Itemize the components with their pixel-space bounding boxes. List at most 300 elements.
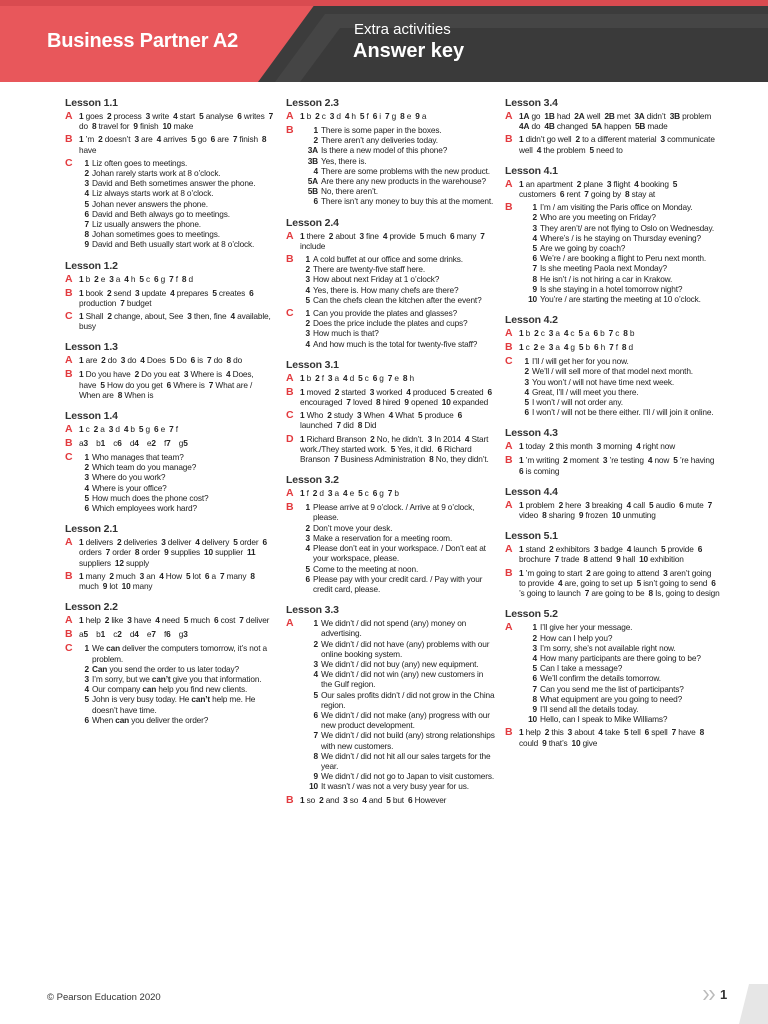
answer-text: aren’t going to provide (519, 567, 712, 588)
answer-text: are (138, 134, 153, 145)
answer-number: 10 (441, 397, 451, 408)
answer-text: an (144, 570, 156, 581)
exercise (65, 369, 275, 400)
lesson-block (505, 314, 720, 417)
answer-number: 3 (109, 273, 114, 284)
answer-row (519, 294, 720, 304)
answer-number: 6 (372, 111, 378, 121)
answer-number: 7 (387, 372, 393, 383)
answer-number: 3 (369, 386, 375, 397)
answer-number: 7 (336, 420, 341, 431)
answer-number: 10 (611, 510, 621, 521)
exercise (65, 274, 275, 285)
answer-item (373, 373, 384, 383)
answer-item (597, 441, 633, 451)
answer-number: 4 (156, 134, 162, 145)
answer-text: much (424, 230, 446, 241)
exercise-letter: B (505, 133, 513, 146)
answer-row (519, 714, 720, 724)
answer-item (635, 121, 668, 131)
answer-item (169, 274, 178, 284)
page-header (0, 0, 768, 82)
exercise-letter: B (505, 201, 513, 214)
answer-text: No, they didn’t. (433, 454, 489, 465)
exercise (505, 134, 720, 154)
exercise-answers (519, 111, 720, 131)
answer-number: 3 (135, 287, 140, 298)
answer-text: attend (587, 554, 613, 565)
answer-text: had (554, 111, 571, 121)
answer-row (300, 543, 496, 563)
answer-number: 2 (586, 567, 591, 578)
answer-text: There is some paper in the boxes. (321, 125, 442, 135)
answer-number: 1 (300, 488, 305, 499)
answer-number: 6 (84, 714, 89, 725)
exercise-answers (519, 455, 720, 475)
answer-number: 4 (305, 338, 310, 349)
answer-number: 1 (313, 618, 318, 629)
answer-text: 4 (134, 629, 139, 640)
answer-item (560, 189, 580, 199)
answer-number: 4 (598, 727, 603, 738)
answer-text: You’re / are starting the meeting at 10 o’clock. (540, 294, 701, 305)
answer-item (450, 387, 483, 397)
answer-text: Can the chefs clean the kitchen after the event? (313, 294, 482, 305)
answer-number: 3 (567, 727, 573, 738)
answer-text: doesn’t (102, 134, 131, 145)
answer-text: Who (304, 410, 324, 421)
answer-number: 2 (315, 372, 320, 383)
answer-number: 4 (195, 537, 200, 548)
answer-item (360, 111, 369, 121)
answer-number: e (146, 438, 152, 449)
answer-text: do (529, 121, 541, 132)
answer-number: 3B (307, 155, 318, 166)
answer-row (519, 704, 720, 714)
answer-text: deliveries (121, 537, 158, 548)
answer-number: 5 (84, 492, 89, 503)
answer-row (300, 639, 496, 659)
answer-text: 3 (83, 438, 88, 449)
answer-number: 3 (313, 658, 318, 669)
answer-text: trade (559, 554, 580, 565)
answer-text: so (304, 794, 316, 805)
lesson-title: Lesson 4.1 (505, 164, 558, 177)
answer-number: 6 (214, 615, 219, 626)
answer-number: 2 (107, 311, 112, 322)
answer-item (555, 554, 580, 564)
answer-text: problem (680, 111, 712, 121)
answer-number: 5 (673, 455, 678, 466)
answer-text: ’m going to start (523, 567, 583, 578)
answer-text: 5 (183, 438, 188, 449)
exercise-answers (519, 356, 720, 417)
exercise-letter: A (65, 354, 73, 367)
answer-text: 6 (117, 438, 122, 449)
exercise-letter: A (286, 487, 294, 500)
lesson-block (505, 427, 720, 475)
answer-text: right now (640, 441, 676, 452)
answer-text: start (177, 111, 196, 121)
answer-item (130, 629, 139, 639)
answer-number: 7 (707, 499, 713, 510)
answer-item (607, 179, 630, 189)
answer-number: 1 (79, 287, 84, 298)
answer-row (300, 564, 496, 574)
answer-number: 6 (372, 488, 378, 499)
answer-item (558, 578, 633, 588)
answer-item (134, 134, 152, 144)
lesson-block (286, 217, 496, 349)
answer-text: c (143, 273, 150, 284)
answer-text: do (105, 355, 117, 366)
answer-number: 3 (127, 615, 132, 626)
answer-item (637, 578, 708, 588)
answer-item (139, 424, 150, 434)
answer-number: d (129, 629, 135, 640)
answer-number: 5 (532, 243, 537, 254)
answer-text: We didn’t / did not buy (any) new equipment. (321, 658, 479, 669)
lesson-title: Lesson 1.3 (65, 341, 118, 354)
answer-text: produced (410, 386, 447, 397)
exercise (286, 795, 496, 806)
answer-text: here (563, 499, 582, 510)
answer-number: 5 (660, 544, 666, 555)
answer-number: 10 (639, 554, 649, 565)
answer-item (661, 544, 694, 554)
answer-item (519, 121, 540, 131)
answer-item (568, 727, 595, 737)
answer-number: b (96, 438, 101, 449)
answer-item (388, 373, 399, 383)
answer-row (300, 523, 496, 533)
answer-item (358, 488, 369, 498)
answer-item (182, 274, 193, 284)
answer-row (300, 196, 496, 206)
answer-number: 7 (346, 397, 351, 408)
answer-number: 7 (220, 570, 225, 581)
answer-item (376, 397, 400, 407)
answer-text: much (113, 570, 136, 581)
answer-text: I won’t / will not be there either. I’ll / will join it online. (532, 407, 714, 418)
answer-text: b (523, 328, 531, 339)
exercise (65, 158, 275, 250)
answer-row (519, 673, 720, 683)
answer-text: Johan never answers the phone. (92, 198, 208, 209)
answer-number: 1 (519, 567, 524, 578)
answer-item (386, 795, 404, 805)
lesson-title: Lesson 3.3 (286, 604, 339, 617)
answer-text: 6 (166, 629, 171, 640)
answer-text: launch (631, 544, 657, 555)
answer-text: A cold buffet at our office and some drinks. (313, 254, 463, 265)
answer-text: stand (523, 544, 546, 555)
answer-text: Where is your office? (92, 482, 167, 493)
exercise-answers (300, 618, 496, 791)
answer-text: b (583, 342, 590, 353)
answer-item (101, 355, 117, 365)
answer-number: 4 (84, 482, 89, 493)
answer-text: a (332, 372, 339, 383)
answer-text: do (231, 355, 243, 366)
exercise-answers (79, 288, 275, 308)
answer-text: d (113, 424, 120, 435)
lesson-title: Lesson 2.1 (65, 523, 118, 536)
answer-number: 3 (305, 274, 310, 285)
answer-item (107, 111, 142, 121)
answer-item (343, 795, 358, 805)
answer-text: We didn’t / did not spend (any) money on advertising. (321, 618, 467, 639)
answer-text: Business Administration (338, 454, 426, 465)
answer-row (300, 156, 496, 166)
answer-item (594, 328, 605, 338)
lesson-title: Lesson 4.2 (505, 314, 558, 327)
answer-number: 4 (173, 111, 178, 121)
exercise (286, 111, 496, 122)
answer-number: 3 (84, 673, 89, 684)
answer-text: unmuting (620, 510, 656, 521)
answer-text: c (523, 342, 530, 353)
answer-text: c (362, 372, 369, 383)
answer-item (113, 438, 121, 448)
answer-item (519, 466, 559, 476)
answer-text: do (125, 355, 137, 366)
answer-number: 8 (429, 454, 434, 465)
answer-number: 3 (120, 355, 126, 366)
exercise-letter: A (505, 440, 513, 453)
answer-item (370, 434, 423, 444)
answer-text: analyse (203, 111, 234, 121)
answer-item (579, 510, 608, 520)
lesson-title: Lesson 2.3 (286, 97, 339, 109)
answer-text: No, there aren’t. (321, 186, 378, 197)
answer-text: c (319, 111, 326, 121)
answer-row (300, 318, 496, 328)
answer-number: 9 (133, 121, 138, 132)
lesson-block (505, 97, 720, 155)
answer-number: 2 (328, 230, 334, 241)
answer-item (233, 537, 258, 547)
answer-number: 8 (400, 111, 405, 121)
exercise-answers (519, 622, 720, 724)
exercise-answers (300, 502, 496, 594)
answer-item (135, 369, 180, 379)
answer-number: 3 (108, 424, 114, 435)
answer-text: make (171, 121, 194, 132)
answer-item (549, 441, 592, 451)
answer-item (594, 342, 605, 352)
answer-text: b (392, 488, 399, 499)
answer-item (300, 488, 309, 498)
answer-text: goes (83, 111, 104, 121)
exercise (286, 434, 496, 465)
answer-number: 6 (407, 794, 413, 805)
answer-item (586, 568, 659, 578)
answer-item (564, 342, 575, 352)
answer-item (534, 342, 545, 352)
answer-text: created (454, 386, 484, 397)
answer-row (300, 710, 496, 730)
answer-row (300, 659, 496, 669)
answer-item (79, 537, 113, 547)
answer-item (389, 410, 414, 420)
answer-number: 6 (524, 407, 529, 418)
answer-text: booking (638, 178, 669, 189)
answer-item (109, 571, 135, 581)
answer-number: 12 (114, 557, 124, 568)
answer-number: 2 (98, 134, 103, 145)
answer-number: 6 (166, 379, 172, 390)
answer-row (300, 166, 496, 176)
answer-number: 2 (327, 410, 332, 421)
answer-number: 5 (358, 488, 363, 499)
exercise-letter: B (286, 385, 294, 398)
answer-text: Come to the meeting at noon. (313, 563, 419, 574)
answer-text: c (83, 424, 90, 435)
answer-row (79, 694, 275, 714)
answer-item (184, 369, 222, 379)
exercise-answers (79, 438, 275, 449)
answer-item (429, 454, 489, 464)
answer-item (636, 441, 675, 451)
page-number: 1 (720, 987, 728, 1002)
answer-number: d (129, 438, 135, 449)
exercise (65, 134, 275, 154)
answer-text: is coming (523, 465, 560, 476)
answer-number: 5 (624, 727, 629, 738)
answer-text: then, fine (191, 311, 227, 322)
answer-row (300, 690, 496, 710)
answer-text: change, about, See (111, 311, 184, 322)
answer-number: 9 (102, 581, 108, 592)
answer-number: 1 (300, 372, 305, 383)
answer-number: 8 (532, 273, 537, 284)
answer-number: 9 (404, 397, 409, 408)
exercise-answers (300, 795, 496, 806)
answer-text: Where is (188, 369, 222, 380)
answer-text: f (319, 372, 324, 383)
answer-item (155, 615, 179, 625)
answer-number: 2 (84, 462, 89, 473)
exercise (505, 111, 720, 131)
answer-row (519, 633, 720, 643)
answer-text: And how much is the total for twenty-five staff? (313, 338, 478, 349)
answer-item (157, 134, 187, 144)
answer-item (94, 424, 105, 434)
answer-number: 2 (334, 386, 340, 397)
exercise-letter: B (505, 566, 513, 579)
answer-number: 8 (313, 750, 318, 761)
exercise-answers (300, 434, 496, 465)
emphasis: can’t (191, 694, 211, 705)
answer-number: 1 (300, 230, 305, 241)
answer-item (585, 588, 645, 598)
answer-number: 7 (169, 273, 174, 284)
answer-text: How do you get (104, 379, 163, 390)
answer-number: 1 (519, 134, 524, 145)
answer-row (300, 295, 496, 305)
answer-text: call (630, 499, 645, 510)
answer-item (169, 424, 178, 434)
answer-text: ’s going to launch (519, 588, 581, 599)
answer-number: 5 (672, 178, 678, 189)
answer-text: Liz always starts work at 8 o’clock. (92, 188, 214, 199)
answer-number: 2 (101, 355, 106, 366)
answer-number: 2 (305, 522, 310, 533)
answer-text: do (79, 121, 88, 132)
answer-text: take (602, 727, 621, 738)
answer-number: 1 (519, 544, 524, 555)
exercise-answers (519, 568, 720, 599)
answer-item (139, 274, 150, 284)
answer-item (544, 121, 587, 131)
answer-text: Yes, there is. How many chefs are there? (313, 284, 459, 295)
answer-number: 5 (169, 355, 175, 366)
answer-text: Is there a new model of this phone? (321, 145, 448, 156)
answer-number: 2 (305, 318, 310, 329)
answer-number: 5 (532, 663, 537, 674)
answer-number: 4 (532, 232, 537, 243)
answer-number: 5 (212, 287, 217, 298)
answer-number: 2 (544, 727, 550, 738)
answer-row (300, 176, 496, 186)
answer-text: provide (665, 544, 694, 555)
answer-text: 2 (151, 438, 156, 449)
exercise (286, 125, 496, 207)
exercise-answers (79, 311, 275, 331)
answer-number: 3 (532, 642, 537, 653)
answer-number: 1B (544, 111, 555, 121)
answer-item (370, 387, 402, 397)
answer-text: help (83, 615, 101, 626)
answer-item (187, 311, 226, 321)
answer-number: 8 (625, 189, 630, 200)
answer-text: I’ll / will get her for you now. (532, 356, 629, 367)
answer-text: an apartment (523, 178, 573, 189)
answer-text: ’m writing (523, 455, 560, 466)
answer-item (572, 738, 598, 748)
answer-item (603, 455, 644, 465)
answer-number: 2 (313, 135, 318, 146)
answer-text: h (128, 273, 136, 284)
answer-number: g (178, 629, 184, 640)
answer-item (648, 588, 719, 598)
answer-number: 5 (233, 537, 238, 548)
answer-number: 2 (549, 544, 554, 555)
answer-item (211, 134, 229, 144)
answer-number: 1 (79, 311, 84, 322)
answer-text: Can you send me the list of participants? (540, 683, 684, 694)
answer-text: What (393, 410, 415, 421)
answer-text: have (79, 144, 97, 155)
answer-number: 2A (574, 111, 585, 121)
answer-text: exhibition (648, 554, 684, 565)
answer-item (147, 438, 156, 448)
answer-row (519, 387, 720, 397)
answer-number: 10 (162, 121, 172, 132)
answer-number: 10 (528, 714, 537, 725)
answer-text: a (553, 328, 560, 339)
exercise-answers (79, 629, 275, 640)
answer-text: Is, going to design (652, 588, 720, 599)
exercise-answers (519, 544, 720, 564)
answer-text: communicate well (519, 134, 715, 155)
answer-text: d (626, 342, 633, 353)
answer-text: Where’s / is he staying on Thursday evening? (540, 232, 701, 243)
answer-item (519, 134, 572, 144)
answer-number: 8 (134, 547, 140, 558)
emphasis: can’t (151, 673, 171, 684)
